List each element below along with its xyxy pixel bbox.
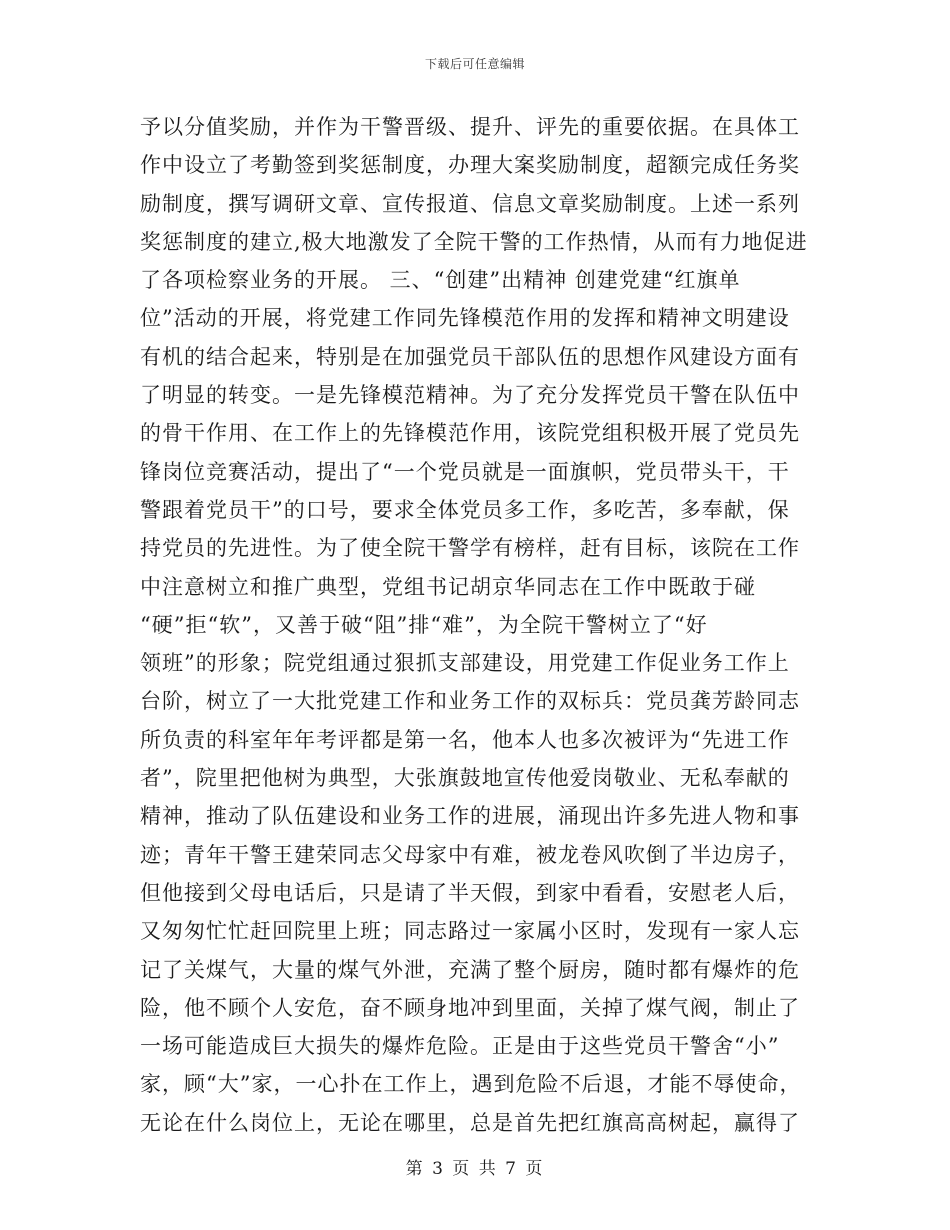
- text-line: 予以分值奖励，并作为干警晋级、提升、评先的重要依据。在具体工: [140, 115, 800, 139]
- text-line: 领班”的形象；院党组通过狠抓支部建设，用党建工作促业务工作上: [140, 651, 790, 676]
- text-line: 迹；青年干警王建荣同志父母家中有难，被龙卷风吹倒了半边房子，: [140, 842, 800, 867]
- text-line: 了明显的转变。一是先锋模范精神。为了充分发挥党员干警在队伍中: [140, 383, 800, 408]
- text-line: 警跟着党员干”的口号，要求全体党员多工作，多吃苦，多奉献，保: [140, 497, 790, 522]
- text-line: 励制度，撰写调研文章、宣传报道、信息文章奖励制度。上述一系列: [140, 191, 800, 216]
- text-line: 又匆匆忙忙赶回院里上班；同志路过一家属小区时，发现有一家人忘: [140, 919, 800, 944]
- text-line: “硬”拒“软”，又善于破“阻”排“难”，为全院干警树立了“好: [140, 612, 708, 637]
- text-line: 所负责的科室年年考评都是第一名，他本人也多次被评为“先进工作: [140, 727, 790, 752]
- page-header: 下载后可任意编辑: [424, 57, 525, 71]
- text-line: 但他接到父母电话后，只是请了半天假，到家中看看，安慰老人后，: [140, 880, 800, 905]
- text-line: 无论在什么岗位上，无论在哪里，总是首先把红旗高高树起，赢得了: [140, 1110, 800, 1135]
- text-line: 精神，推动了队伍建设和业务工作的进展，涌现出许多先进人物和事: [140, 804, 800, 829]
- text-line: 了各项检察业务的开展。 三、“创建”出精神 创建党建“红旗单: [140, 268, 741, 293]
- text-line: 险，他不顾个人安危，奋不顾身地冲到里面，关掉了煤气阀，制止了: [140, 995, 800, 1020]
- page-number: 第 3 页 共 7 页: [405, 1159, 545, 1179]
- text-line: 位”活动的开展，将党建工作同先锋模范作用的发挥和精神文明建设: [140, 306, 790, 331]
- text-line: 持党员的先进性。为了使全院干警学有榜样，赶有目标，该院在工作: [140, 536, 800, 561]
- text-line: 者”，院里把他树为典型，大张旗鼓地宣传他爱岗敬业、无私奉献的: [140, 766, 790, 791]
- text-line: 家，顾“大”家，一心扑在工作上，遇到危险不后退，才能不辱使命，: [140, 1072, 802, 1097]
- text-line: 台阶，树立了一大批党建工作和业务工作的双标兵：党员龚芳龄同志: [140, 689, 800, 714]
- text-line: 作中设立了考勤签到奖惩制度，办理大案奖励制度，超额完成任务奖: [140, 153, 800, 178]
- text-line: 记了关煤气，大量的煤气外泄，充满了整个厨房，随时都有爆炸的危: [140, 957, 800, 982]
- text-line: 锋岗位竞赛活动，提出了“一个党员就是一面旗帜，党员带头干，干: [140, 459, 790, 484]
- text-line: 中注意树立和推广典型，党组书记胡京华同志在工作中既敢于碰: [140, 574, 756, 599]
- text-line: 一场可能造成巨大损失的爆炸危险。正是由于这些党员干警舍“小”: [140, 1034, 780, 1059]
- body-text: [140, 108, 820, 1142]
- text-line: 的骨干作用、在工作上的先锋模范作用，该院党组积极开展了党员先: [140, 421, 800, 446]
- text-line: 有机的结合起来，特别是在加强党员干部队伍的思想作风建设方面有: [140, 344, 800, 369]
- text-line: 奖惩制度的建立,极大地激发了全院干警的工作热情，从而有力地促进: [140, 229, 808, 254]
